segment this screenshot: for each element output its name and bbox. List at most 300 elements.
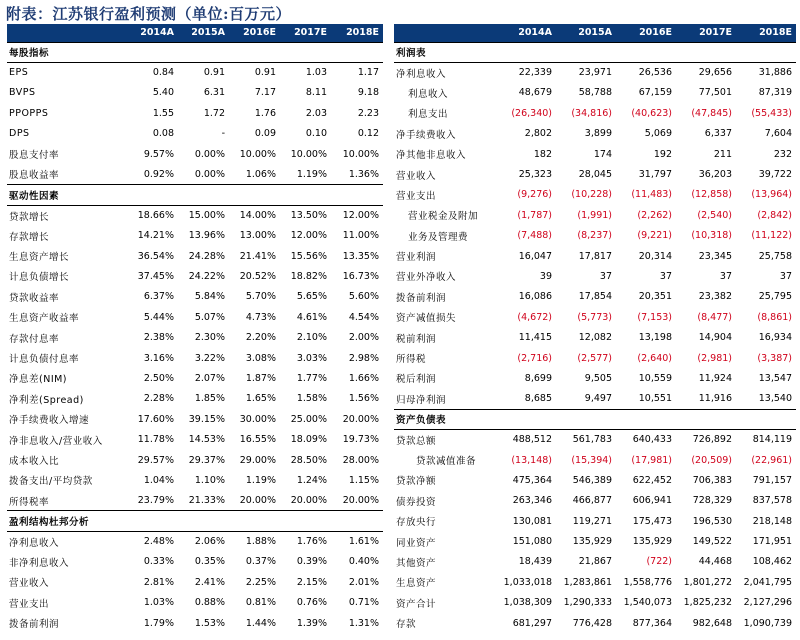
table-row xyxy=(394,205,796,225)
row-label: 营业利润 xyxy=(396,252,437,264)
value-cell: 2.23 xyxy=(357,107,379,119)
value-cell: 149,522 xyxy=(692,536,732,548)
value-cell: 218,148 xyxy=(752,515,792,527)
value-cell: (2,842) xyxy=(757,209,792,221)
value-cell: 11,415 xyxy=(518,332,552,344)
value-cell: 706,383 xyxy=(692,474,732,486)
value-cell: (8,237) xyxy=(577,230,612,242)
value-cell: (22,961) xyxy=(751,454,792,466)
value-cell: (1,787) xyxy=(517,209,552,221)
value-cell: 30.00% xyxy=(239,413,276,425)
value-cell: 9.18 xyxy=(357,87,379,99)
value-cell: 16.73% xyxy=(342,270,379,282)
header-year: 2015A xyxy=(556,24,616,42)
row-label: 成本收入比 xyxy=(9,456,60,467)
row-label: 贷款收益率 xyxy=(9,292,60,304)
section-header-row xyxy=(7,42,383,62)
table-row xyxy=(394,429,796,449)
row-label: 营业收入 xyxy=(396,170,437,182)
value-cell: 16,047 xyxy=(518,250,552,262)
value-cell: 119,271 xyxy=(572,515,612,527)
row-label: 净手续费收入 xyxy=(396,129,457,141)
value-cell: 17,817 xyxy=(578,250,612,262)
value-cell: 174 xyxy=(593,148,612,160)
value-cell: 0.84 xyxy=(152,67,174,79)
row-label: 计息负债付息率 xyxy=(9,354,80,366)
table-row xyxy=(7,266,383,286)
value-cell: (2,262) xyxy=(637,209,672,221)
table-row xyxy=(7,572,383,592)
header-blank xyxy=(7,24,127,42)
value-cell: 5.44% xyxy=(143,311,174,323)
value-cell: 5,069 xyxy=(644,128,672,140)
value-cell: 37.45% xyxy=(137,270,174,282)
value-cell: 5.07% xyxy=(194,311,225,323)
value-cell: 9,497 xyxy=(584,393,612,405)
value-cell: 0.40% xyxy=(348,556,379,568)
value-cell: (1,991) xyxy=(577,209,612,221)
value-cell: 726,892 xyxy=(692,434,732,446)
table-row xyxy=(394,511,796,531)
value-cell: 0.39% xyxy=(296,556,327,568)
value-cell: 13.35% xyxy=(342,250,379,262)
value-cell: 135,929 xyxy=(572,536,612,548)
value-cell: (13,964) xyxy=(751,189,792,201)
row-label: 净非息收入/营业收入 xyxy=(9,435,103,447)
table-row xyxy=(394,144,796,164)
value-cell: 1.19% xyxy=(245,474,276,486)
row-label: 计息负债增长 xyxy=(9,272,70,284)
value-cell: 14,904 xyxy=(698,332,732,344)
row-label: 净其他非息收入 xyxy=(396,150,467,162)
value-cell: 1.24% xyxy=(296,474,327,486)
table-row xyxy=(7,83,383,103)
value-cell: (20,509) xyxy=(691,454,732,466)
table-row xyxy=(394,572,796,592)
table-row xyxy=(7,491,383,511)
value-cell: 7.17 xyxy=(254,87,276,99)
value-cell: 561,783 xyxy=(572,434,612,446)
value-cell: (15,394) xyxy=(571,454,612,466)
row-label: 税前利润 xyxy=(396,333,437,345)
value-cell: 11.00% xyxy=(342,230,379,242)
table-row xyxy=(394,470,796,490)
value-cell: 2.03 xyxy=(305,107,327,119)
value-cell: 2.30% xyxy=(194,332,225,344)
value-cell: 1.04% xyxy=(143,474,174,486)
value-cell: 20,314 xyxy=(638,250,672,262)
value-cell: 2.25% xyxy=(245,576,276,588)
value-cell: 2.00% xyxy=(348,332,379,344)
row-label: 贷款减值准备 xyxy=(416,456,477,467)
value-cell: 20.00% xyxy=(342,413,379,425)
value-cell: - xyxy=(221,128,225,140)
table-row xyxy=(7,593,383,613)
value-cell: 0.37% xyxy=(245,556,276,568)
value-cell: 1.31% xyxy=(348,617,379,629)
value-cell: 18.82% xyxy=(290,270,327,282)
value-cell: 3.08% xyxy=(245,352,276,364)
value-cell: 0.00% xyxy=(194,148,225,160)
value-cell: 1.58% xyxy=(296,393,327,405)
value-cell: 12,082 xyxy=(578,332,612,344)
value-cell: (10,318) xyxy=(691,230,732,242)
table-row xyxy=(394,348,796,368)
value-cell: 0.08 xyxy=(152,128,174,140)
value-cell: (55,433) xyxy=(751,107,792,119)
value-cell: 2.28% xyxy=(143,393,174,405)
row-label: 股息支付率 xyxy=(9,150,60,162)
section-title: 资产负债表 xyxy=(394,409,796,429)
row-label: 生息资产增长 xyxy=(9,252,70,264)
value-cell: 16.55% xyxy=(239,434,276,446)
value-cell: 0.35% xyxy=(194,556,225,568)
value-cell: 13,540 xyxy=(758,393,792,405)
value-cell: 20.00% xyxy=(342,495,379,507)
value-cell: 9,505 xyxy=(584,372,612,384)
value-cell: (17,981) xyxy=(631,454,672,466)
value-cell: 14.00% xyxy=(239,210,276,222)
value-cell: 37 xyxy=(719,270,732,282)
value-cell: 11,916 xyxy=(698,393,732,405)
row-label: 所得税率 xyxy=(9,496,50,508)
value-cell: 8,685 xyxy=(524,393,552,405)
value-cell: (7,488) xyxy=(517,230,552,242)
value-cell: 31,797 xyxy=(638,169,672,181)
value-cell: 466,877 xyxy=(572,495,612,507)
value-cell: 546,389 xyxy=(572,474,612,486)
value-cell: 175,473 xyxy=(632,515,672,527)
value-cell: (13,148) xyxy=(511,454,552,466)
table-row xyxy=(394,83,796,103)
value-cell: 108,462 xyxy=(752,556,792,568)
value-cell: 20.52% xyxy=(239,270,276,282)
value-cell: 3.16% xyxy=(143,352,174,364)
value-cell: 1.17 xyxy=(357,67,379,79)
row-label: 其他资产 xyxy=(396,557,437,569)
row-label: 贷款增长 xyxy=(9,211,50,223)
value-cell: 135,929 xyxy=(632,536,672,548)
table-row xyxy=(394,287,796,307)
value-cell: 488,512 xyxy=(512,434,552,446)
value-cell: 2.81% xyxy=(143,576,174,588)
value-cell: 22,339 xyxy=(518,67,552,79)
table-row xyxy=(7,103,383,123)
row-label: 利息收入 xyxy=(408,88,449,100)
value-cell: 28,045 xyxy=(578,169,612,181)
value-cell: 1.03% xyxy=(143,597,174,609)
header-year: 2018E xyxy=(736,24,796,42)
row-label: 营业支出 xyxy=(9,598,50,610)
value-cell: 2.06% xyxy=(194,536,225,548)
value-cell: 9.57% xyxy=(143,148,174,160)
row-label: 利息支出 xyxy=(408,109,449,121)
table-row xyxy=(7,327,383,347)
value-cell: 0.92% xyxy=(143,168,174,180)
value-cell: 0.33% xyxy=(143,556,174,568)
value-cell: 1.55 xyxy=(152,107,174,119)
value-cell: 13.96% xyxy=(188,230,225,242)
table-row xyxy=(7,409,383,429)
value-cell: 21.33% xyxy=(188,495,225,507)
value-cell: 13,547 xyxy=(758,372,792,384)
table-row xyxy=(7,144,383,164)
table-row xyxy=(7,613,383,633)
value-cell: 16,086 xyxy=(518,291,552,303)
table-row xyxy=(394,531,796,551)
value-cell: 29.37% xyxy=(188,454,225,466)
section-title: 每股指标 xyxy=(7,42,383,62)
value-cell: 10.00% xyxy=(290,148,327,160)
value-cell: 1.76 xyxy=(254,107,276,119)
table-row xyxy=(7,62,383,82)
table-row xyxy=(7,389,383,409)
value-cell: 23,971 xyxy=(578,67,612,79)
value-cell: 24.28% xyxy=(188,250,225,262)
value-cell: 681,297 xyxy=(512,617,552,629)
row-label: 生息资产收益率 xyxy=(9,313,80,325)
value-cell: 77,501 xyxy=(698,87,732,99)
value-cell: (722) xyxy=(646,556,672,568)
value-cell: 982,648 xyxy=(692,617,732,629)
value-cell: (47,845) xyxy=(691,107,732,119)
value-cell: 15.56% xyxy=(290,250,327,262)
table-row xyxy=(7,552,383,572)
value-cell: 192 xyxy=(653,148,672,160)
row-label: DPS xyxy=(9,128,30,140)
value-cell: 20,351 xyxy=(638,291,672,303)
left-table-body xyxy=(7,42,383,633)
value-cell: 0.71% xyxy=(348,597,379,609)
value-cell: 13.50% xyxy=(290,210,327,222)
row-label: 资产合计 xyxy=(396,598,437,610)
table-row xyxy=(394,552,796,572)
value-cell: 36.54% xyxy=(137,250,174,262)
value-cell: 1.56% xyxy=(348,393,379,405)
value-cell: (12,858) xyxy=(691,189,732,201)
value-cell: 1.72 xyxy=(203,107,225,119)
value-cell: 15.00% xyxy=(188,210,225,222)
table-row xyxy=(394,327,796,347)
table-row xyxy=(7,205,383,225)
value-cell: 1.66% xyxy=(348,372,379,384)
value-cell: 5.70% xyxy=(245,291,276,303)
value-cell: (10,228) xyxy=(571,189,612,201)
table-row xyxy=(394,103,796,123)
value-cell: 1.61% xyxy=(348,536,379,548)
value-cell: 2.98% xyxy=(348,352,379,364)
value-cell: 1,558,776 xyxy=(623,576,672,588)
section-title: 盈利结构杜邦分析 xyxy=(7,511,383,531)
value-cell: 20.00% xyxy=(239,495,276,507)
value-cell: 4.73% xyxy=(245,311,276,323)
value-cell: 5.40 xyxy=(152,87,174,99)
row-label: 非净利息收入 xyxy=(9,557,70,569)
value-cell: (2,981) xyxy=(697,352,732,364)
value-cell: 5.65% xyxy=(296,291,327,303)
value-cell: 25,795 xyxy=(758,291,792,303)
value-cell: 19.73% xyxy=(342,434,379,446)
value-cell: (4,672) xyxy=(517,311,552,323)
value-cell: 2.50% xyxy=(143,372,174,384)
value-cell: 2.01% xyxy=(348,576,379,588)
value-cell: 37 xyxy=(779,270,792,282)
row-label: 业务及管理费 xyxy=(408,231,469,243)
section-header-row xyxy=(394,42,796,62)
value-cell: 877,364 xyxy=(632,617,672,629)
value-cell: 1.10% xyxy=(194,474,225,486)
header-year: 2014A xyxy=(496,24,556,42)
value-cell: 1,038,309 xyxy=(503,597,552,609)
value-cell: 39,722 xyxy=(758,169,792,181)
right-header-row xyxy=(394,24,796,42)
value-cell: 3.22% xyxy=(194,352,225,364)
value-cell: (40,623) xyxy=(631,107,672,119)
row-label: 贷款总额 xyxy=(396,435,437,447)
value-cell: 1.87% xyxy=(245,372,276,384)
value-cell: 151,080 xyxy=(512,536,552,548)
value-cell: 39 xyxy=(539,270,552,282)
table-row xyxy=(7,429,383,449)
value-cell: 44,468 xyxy=(698,556,732,568)
value-cell: 10.00% xyxy=(239,148,276,160)
value-cell: 0.91 xyxy=(203,67,225,79)
value-cell: 23,382 xyxy=(698,291,732,303)
value-cell: 14.21% xyxy=(137,230,174,242)
value-cell: 2.41% xyxy=(194,576,225,588)
table-row xyxy=(394,164,796,184)
row-label: 营业支出 xyxy=(396,190,437,202)
value-cell: 2.48% xyxy=(143,536,174,548)
value-cell: 622,452 xyxy=(632,474,672,486)
value-cell: 6,337 xyxy=(704,128,732,140)
value-cell: 1.06% xyxy=(245,168,276,180)
value-cell: 0.91 xyxy=(254,67,276,79)
value-cell: 1,290,333 xyxy=(563,597,612,609)
value-cell: 25,758 xyxy=(758,250,792,262)
value-cell: 31,886 xyxy=(758,67,792,79)
right-table-panel xyxy=(394,24,796,633)
header-year: 2016E xyxy=(616,24,676,42)
value-cell: 13.00% xyxy=(239,230,276,242)
value-cell: 2.10% xyxy=(296,332,327,344)
value-cell: (2,716) xyxy=(517,352,552,364)
value-cell: 17.60% xyxy=(137,413,174,425)
value-cell: 25,323 xyxy=(518,169,552,181)
value-cell: 837,578 xyxy=(752,495,792,507)
value-cell: 25.00% xyxy=(290,413,327,425)
value-cell: 18.09% xyxy=(290,434,327,446)
table-row xyxy=(7,368,383,388)
table-row xyxy=(7,124,383,144)
value-cell: (26,340) xyxy=(511,107,552,119)
value-cell: 11,924 xyxy=(698,372,732,384)
value-cell: 2,802 xyxy=(524,128,552,140)
value-cell: 1,540,073 xyxy=(623,597,672,609)
value-cell: 28.00% xyxy=(342,454,379,466)
value-cell: (7,153) xyxy=(637,311,672,323)
row-label: 拨备前利润 xyxy=(396,292,447,304)
value-cell: 3.03% xyxy=(296,352,327,364)
value-cell: 814,119 xyxy=(752,434,792,446)
value-cell: (2,640) xyxy=(637,352,672,364)
value-cell: (2,577) xyxy=(577,352,612,364)
section-title: 利润表 xyxy=(394,42,796,62)
header-blank xyxy=(394,24,496,42)
value-cell: 2.38% xyxy=(143,332,174,344)
value-cell: 4.54% xyxy=(348,311,379,323)
row-label: 存放央行 xyxy=(396,517,437,529)
value-cell: 10,551 xyxy=(638,393,672,405)
value-cell: 196,530 xyxy=(692,515,732,527)
table-row xyxy=(7,470,383,490)
value-cell: 20.00% xyxy=(290,495,327,507)
table-row xyxy=(394,491,796,511)
value-cell: 26,536 xyxy=(638,67,672,79)
table-row xyxy=(7,246,383,266)
value-cell: 3,899 xyxy=(584,128,612,140)
value-cell: (2,540) xyxy=(697,209,732,221)
row-label: 营业收入 xyxy=(9,578,50,590)
value-cell: 29,656 xyxy=(698,67,732,79)
value-cell: 48,679 xyxy=(518,87,552,99)
row-label: 净利差(Spread) xyxy=(9,394,84,406)
value-cell: (11,483) xyxy=(631,189,672,201)
value-cell: 1.85% xyxy=(194,393,225,405)
value-cell: 4.61% xyxy=(296,311,327,323)
value-cell: 475,364 xyxy=(512,474,552,486)
row-label: PPOPPS xyxy=(9,107,49,119)
value-cell: 12.00% xyxy=(290,230,327,242)
value-cell: 5.60% xyxy=(348,291,379,303)
value-cell: 21,867 xyxy=(578,556,612,568)
section-header-row xyxy=(7,185,383,205)
value-cell: 232 xyxy=(773,148,792,160)
header-year: 2016E xyxy=(229,24,280,42)
section-header-row xyxy=(394,409,796,429)
value-cell: (11,122) xyxy=(751,230,792,242)
value-cell: 6.31 xyxy=(203,87,225,99)
value-cell: 1,283,861 xyxy=(563,576,612,588)
value-cell: 1.03 xyxy=(305,67,327,79)
row-label: 拨备支出/平均贷款 xyxy=(9,476,93,488)
value-cell: 7,604 xyxy=(764,128,792,140)
table-row xyxy=(394,613,796,633)
value-cell: (5,773) xyxy=(577,311,612,323)
table-row xyxy=(7,226,383,246)
table-row xyxy=(394,62,796,82)
value-cell: 728,329 xyxy=(692,495,732,507)
row-label: 税后利润 xyxy=(396,374,437,386)
table-row xyxy=(7,307,383,327)
value-cell: 12.00% xyxy=(342,210,379,222)
value-cell: 1.77% xyxy=(296,372,327,384)
row-label: 净利息收入 xyxy=(9,537,60,549)
value-cell: 130,081 xyxy=(512,515,552,527)
table-row xyxy=(394,450,796,470)
header-year: 2014A xyxy=(127,24,178,42)
section-title: 驱动性因素 xyxy=(7,185,383,205)
value-cell: 5.84% xyxy=(194,291,225,303)
value-cell: 2.07% xyxy=(194,372,225,384)
value-cell: 8.11 xyxy=(305,87,327,99)
value-cell: 21.41% xyxy=(239,250,276,262)
row-label: 归母净利润 xyxy=(396,394,447,406)
value-cell: 263,346 xyxy=(512,495,552,507)
table-row xyxy=(394,368,796,388)
value-cell: 0.10 xyxy=(305,128,327,140)
value-cell: 37 xyxy=(599,270,612,282)
